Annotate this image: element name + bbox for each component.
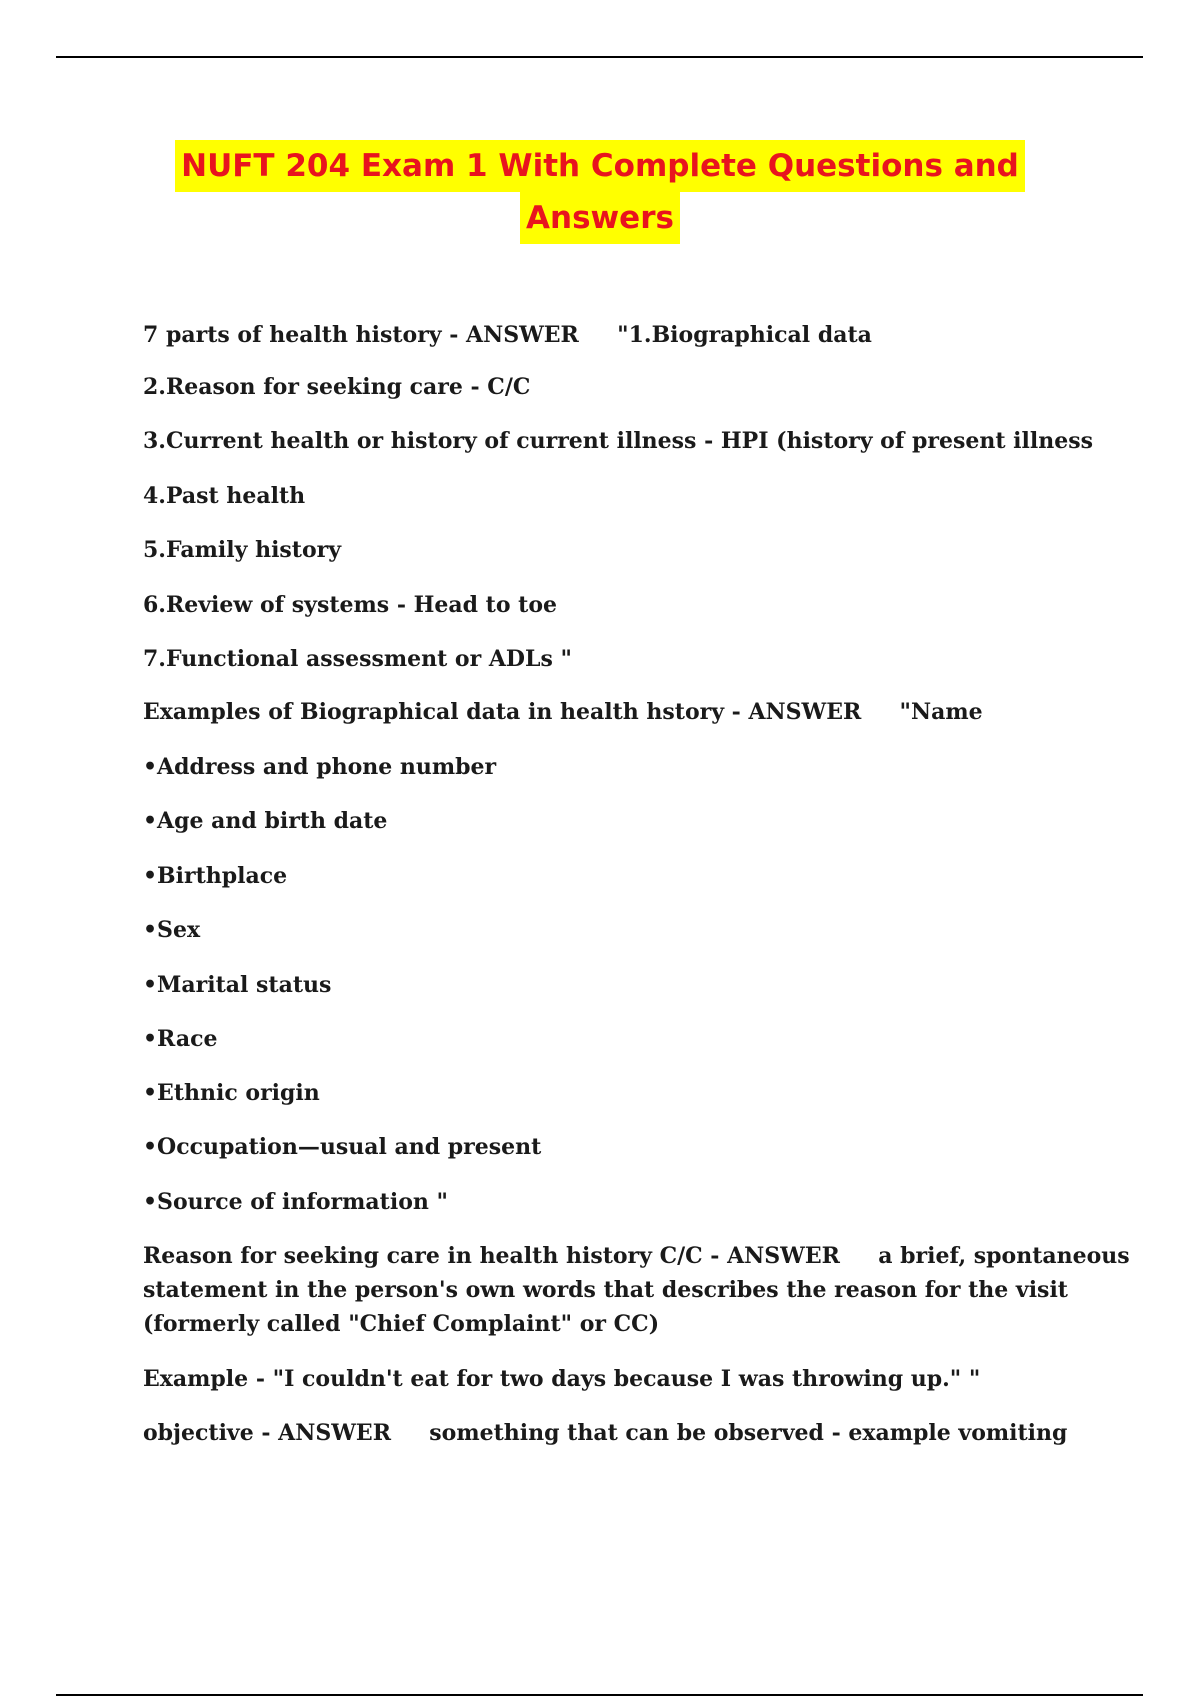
bullet-item: •Sex [143, 917, 201, 943]
reason-para-line: statement in the person's own words that describes the reason for the visit [143, 1277, 1068, 1303]
text-line: 7.Functional assessment or ADLs " [143, 646, 572, 672]
reason-para-line: Reason for seeking care in health history C/C - ANSWER a brief, spontaneous [143, 1243, 1130, 1269]
title-line-2: Answers [520, 192, 680, 244]
bullet-item: •Address and phone number [143, 754, 497, 780]
text-line: 7 parts of health history - ANSWER "1.Biographical data [143, 322, 872, 348]
bullet-item: •Source of information " [143, 1189, 448, 1215]
reason-para-line: (formerly called "Chief Complaint" or CC) [143, 1311, 660, 1337]
top-rule [56, 56, 1143, 58]
document-title [0, 140, 1200, 244]
text-line: 6.Review of systems - Head to toe [143, 592, 558, 618]
bullet-item: •Age and birth date [143, 808, 388, 834]
bullet-item: •Occupation—usual and present [143, 1134, 542, 1160]
bullet-item: •Marital status [143, 972, 332, 998]
text-line: 4.Past health [143, 483, 306, 509]
text-line: 2.Reason for seeking care - C/C [143, 374, 531, 400]
bullet-item: •Birthplace [143, 863, 288, 889]
bullet-item: •Ethnic origin [143, 1080, 320, 1106]
objective-line: objective - ANSWER something that can be observed - example vomiting [143, 1420, 1068, 1446]
text-line: 5.Family history [143, 537, 342, 563]
text-line: Examples of Biographical data in health hstory - ANSWER "Name [143, 699, 983, 725]
text-line: 3.Current health or history of current illness - HPI (history of present illness [143, 428, 1093, 454]
title-line-1: NUFT 204 Exam 1 With Complete Questions and [175, 140, 1025, 192]
example-line: Example - "I couldn't eat for two days because I was throwing up." " [143, 1366, 981, 1392]
bullet-item: •Race [143, 1026, 218, 1052]
bottom-rule [56, 1694, 1143, 1696]
